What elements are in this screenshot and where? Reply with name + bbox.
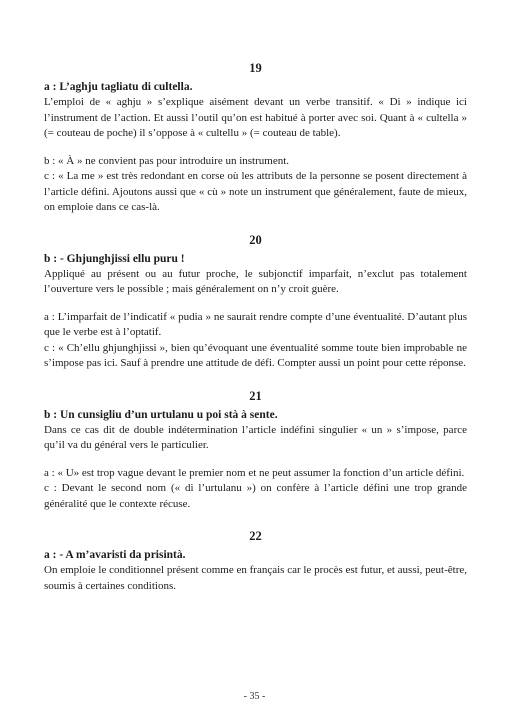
section-20	[44, 232, 467, 372]
section-number: 22	[249, 529, 262, 543]
section-number: 20	[249, 232, 262, 247]
answer-heading: b : - Ghjunghjissi ellu puru !	[44, 252, 185, 265]
option-paragraph: a : L’imparfait de l’indicatif « pudia » ne saurait rendre compte d’une éventualité. D’autant plus que le verbe est à l’optatif.	[44, 310, 467, 338]
page-number: - 35 -	[243, 691, 266, 702]
explanation-paragraph: Appliqué au présent ou au futur proche, le subjonctif imparfait, n’exclut pas totalement l’ouverture vers le possible ; mais généralement on n’y croit guère.	[44, 267, 467, 295]
option-paragraph: c : « La me » est très redondant en corse où les attributs de la personne se posent directement à l’article défini. Ajoutons aussi que « cù » note un instrument que généralement, faute de mieux, on emploie dans ce cas-là.	[44, 170, 467, 213]
page-content	[44, 60, 467, 594]
section-22	[44, 528, 467, 594]
explanation-paragraph: Dans ce cas dit de double indétermination l’article indéfini singulier « un » s’impose, parce qu’il va du général vers le particulier.	[44, 423, 467, 451]
option-paragraph: c : Devant le second nom (« di l’urtulanu ») on confère à l’article défini une trop grande généralité que le contexte récuse.	[44, 482, 467, 510]
explanation-paragraph: L’emploi de « aghju » s’explique aisément devant un verbe transitif. « Di » indique ici l’instrument de l’action. Et aussi l’outil qu’on est habitué à porter avec soi. Quant à « cultella » (= couteau de poche) il s’oppose à « cultellu » (= couteau de table).	[44, 96, 467, 139]
answer-heading: b : Un cunsigliu d’un urtulanu u poi stà à sente.	[44, 408, 278, 421]
answer-heading: a : L’aghju tagliatu di cultella.	[44, 81, 193, 93]
section-21	[44, 388, 467, 513]
section-19	[44, 60, 467, 216]
answer-heading: a : - A m’avaristi da prisintà.	[44, 549, 186, 561]
option-paragraph: b : « À » ne convient pas pour introduire un instrument.	[44, 154, 290, 167]
option-paragraph: a : « U» est trop vague devant le premier nom et ne peut assumer la fonction d’un article défini.	[44, 466, 465, 479]
section-number: 19	[249, 61, 262, 75]
explanation-paragraph: On emploie le conditionnel présent comme en français car le procès est futur, et aussi, peut-être, soumis à certaines conditions.	[44, 564, 467, 592]
option-paragraph: c : « Ch’ellu ghjunghjissi », bien qu’évoquant une éventualité somme toute bien improbable ne s’impose pas ici. Sauf à prendre une attitude de défi. Compter aussi un point pour cette réponse.	[44, 341, 467, 369]
section-number: 21	[249, 388, 262, 403]
